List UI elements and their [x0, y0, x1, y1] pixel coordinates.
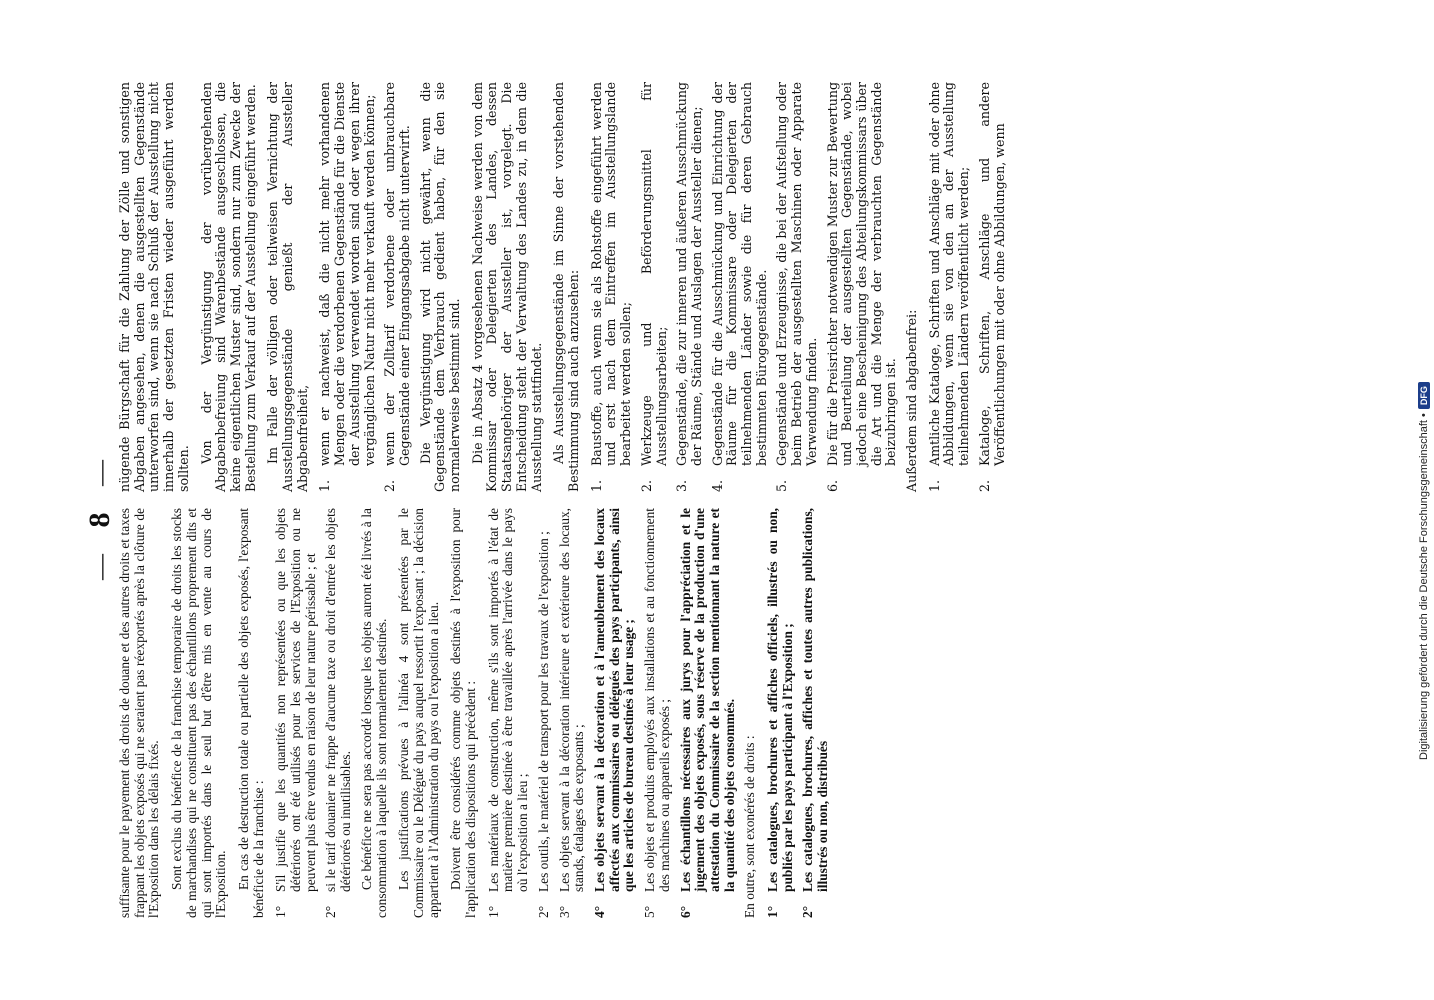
dfg-logo: DFG: [1418, 382, 1430, 409]
list-item: [679, 508, 738, 918]
paragraph: Doivent être considérés comme objets destinés à l'exposition pour l'application des dispositions qui précèdent :: [448, 508, 479, 918]
item-number: 1.: [317, 479, 333, 492]
paragraph: Außerdem sind abgabenfrei:: [904, 309, 920, 492]
list-item: [801, 508, 830, 918]
item-number: 4.: [709, 479, 725, 492]
item-text: Les catalogues, brochures, affiches et toutes autres publications, illustrés ou non, distribués: [800, 508, 831, 892]
item-text: Amtliche Kataloge, Schriften und Anschläge mit oder ohne Abbildungen, wenn sie von den an der Ausstellung teilnehmenden Ländern veröffentlicht werden;: [926, 82, 972, 466]
item-number: 3.: [674, 479, 690, 492]
item-text: Les objets servant à la décoration intérieure et extérieure des locaux, stands, étalages des exposants ;: [556, 508, 587, 892]
item-number: 1°: [485, 905, 501, 918]
list-item: [593, 508, 637, 918]
paragraph: Die in Absatz 4 vorgesehenen Nachweise werden von dem Kommissar oder Delegierten des Landes, dessen Staatsangehöriger der Aussteller ist, vorgelegt. Die Entscheidung steht der Verwaltung des Landes zu, in dem die Ausstellung stattfindet.: [469, 82, 544, 492]
item-number: 3°: [556, 905, 572, 918]
item-text: Les outils, le matériel de transport pour les travaux de l'exposition ;: [535, 531, 551, 892]
list-item: [978, 82, 1007, 492]
item-text: si le tarif douanier ne frappe d'aucune taxe ou droit d'entrée les objets détériorés ou inutilisables.: [323, 508, 354, 892]
credit-text: Digitalisierung gefördert durch die Deutsche Forschungsgemeinschaft •: [1418, 413, 1430, 760]
dash-right: —: [86, 458, 115, 486]
german-column: [118, 82, 1298, 492]
paragraph: Ce bénéfice ne sera pas accordé lorsque les objets auront été livrés à la consommation à laquelle ils sont normalement destinés.: [358, 508, 389, 918]
item-text: Les matériaux de construction, même s'ils sont importés à l'état de matière première destinée à être travaillée après l'arrivée dans le pays où l'exposition a lieu ;: [485, 508, 531, 892]
paragraph: Les justifications prévues à l'alinéa 4 sont présentées par le Commissaire ou le Délégué du pays auquel ressortit l'exposant ; la décision appartient à l'Administration du pays ou l'exposition a lieu.: [396, 508, 441, 918]
item-number: 1°: [273, 905, 289, 918]
digitization-credit: [1418, 0, 1430, 760]
item-text: Gegenstände und Erzeugnisse, die bei der Aufstellung oder beim Betrieb der ausgestellten Maschinen oder Apparate Verwendung finden.: [774, 82, 819, 466]
item-number: 2°: [535, 905, 551, 918]
paragraph: En outre, sont exonérés de droits :: [742, 735, 758, 918]
list-item: [643, 508, 672, 918]
paragraph: Von der Vergünstigung der vorübergehenden Abgabenbefreiung sind Warenbestände ausgeschlossen, die keine eigentlichen Muster sind, sondern nur zum Zwecke der Bestellung zum Verkauf auf der Ausstellung eingeführt werden.: [198, 82, 258, 492]
item-number: 1°: [765, 905, 781, 918]
list-item: [324, 508, 353, 918]
item-number: 2.: [638, 479, 654, 492]
paragraph: Die Vergünstigung wird nicht gewährt, wenn die Gegenstände dem Verbrauch gedient haben, für den sie normalerweise bestimmt sind.: [417, 82, 463, 492]
item-text: Les objets servant à la décoration et à l'ameublement des locaux affectés aux commissaires ou délégués des pays participants, ainsi que les articles de bureau destinés à leur usage ;: [591, 508, 637, 892]
item-text: Les échantillons nécessaires aux jurys pour l'appréciation et le jugement des objets exposés, sous réserve de la production d'une attestation du Commissaire de la section mentionnant la nature et la quantité des objets consommés.: [677, 508, 737, 892]
list-item: [558, 508, 587, 918]
french-column: [118, 508, 1298, 918]
paragraph: En cas de destruction totale ou partielle des objets exposés, l'exposant bénéficie de la franchise :: [235, 508, 266, 918]
paragraph: nügende Bürgschaft für die Zahlung der Zölle und sonstigen Abgaben angesehen, denen die ausgestellten Gegenstände unterworfen sind, wenn sie nach Schluß der Ausstellung nicht innerhalb der gesetzten Fristen wieder ausgeführt werden sollten.: [117, 82, 191, 492]
item-number: 4°: [591, 905, 607, 918]
list-item: [487, 508, 531, 918]
item-text: Baustoffe, auch wenn sie als Rohstoffe eingeführt werden und erst nach dem Eintreffen im Ausstellungslande bearbeitet werden sollen;: [588, 82, 634, 466]
list-item: [711, 82, 770, 492]
item-number: 5.: [774, 479, 790, 492]
item-text: Les catalogues, brochures et affiches officiels, illustrés ou non, publiés par les pays participant à l'Exposition ;: [765, 508, 795, 892]
list-item: [766, 508, 795, 918]
item-number: 1.: [588, 479, 604, 492]
list-item: [318, 82, 377, 492]
item-text: Die für die Preisrichter notwendigen Muster zur Bewertung und Beurteilung der ausgestellten Gegenstände, wobei jedoch eine Bescheinigung des Abteilungskommissars über die Art und die Menge der verbrauchten Gegenstände beizubringen ist.: [824, 81, 899, 466]
item-text: wenn er nachweist, daß die nicht mehr vorhandenen Mengen oder die verdorbenen Gegenstände für die Dienste der Ausstellung verwendet worden sind oder wegen ihrer vergänglichen Natur nicht mehr verkauft werden können;: [317, 82, 377, 466]
list-item: [590, 82, 634, 492]
item-text: Gegenstände, die zur inneren und äußeren Ausschmückung der Räume, Stände und Auslagen der Aussteller dienen;: [674, 82, 704, 466]
item-text: Kataloge, Schriften, Anschläge und andere Veröffentlichungen mit oder ohne Abbildungen, wenn: [976, 82, 1007, 466]
item-text: Les objets et produits employés aux installations et au fonctionnement des machines ou appareils exposés ;: [642, 508, 672, 892]
item-number: 6.: [824, 479, 840, 492]
item-number: 6°: [677, 905, 693, 918]
paragraph: Sont exclus du bénéfice de la franchise temporaire de droits les stocks de marchandises qui ne constituent pas des échantillons proprement dits et qui sont importés dans le seul but d'être mis en vente au cours de l'Exposition.: [169, 508, 229, 918]
paragraph: suffisante pour le payement des droits de douane et des autres droits et taxes frappant les objets exposés qui ne seraient pas réexportés après la clôture de l'Exposition dans les délais fixés.: [117, 508, 162, 918]
paragraph: Als Ausstellungsgegenstände im Sinne der vorstehenden Bestimmung sind auch anzusehen:: [551, 82, 581, 492]
item-text: Gegenstände für die Ausschmückung und Einrichtung der Räume für die Kommissare oder Delegierten der teilnehmenden Länder sowie die für deren Gebrauch bestimmten Bürogegenstände.: [709, 82, 769, 466]
item-number: 1.: [926, 479, 942, 492]
page-number: 8: [83, 510, 116, 528]
item-number: 5°: [642, 905, 658, 918]
item-text: Werkzeuge und Beförderungsmittel für Ausstellungsarbeiten;: [638, 82, 669, 466]
list-item: [383, 82, 412, 492]
item-text: wenn der Zolltarif verdorbene oder unbrauchbare Gegenstände einer Eingangsabgabe nicht unterwirft.: [382, 82, 412, 466]
list-item: [826, 82, 900, 492]
item-text: S'il justifie que les quantités non représentées ou que les objets détériorés ont été utilisés pour les services de l'Exposition ou ne peuvent plus être vendus en raison de leur nature périssable ; et: [273, 508, 318, 892]
dash-left: —: [86, 552, 115, 580]
list-item: [928, 82, 972, 492]
list-item: [675, 82, 704, 492]
paragraph: Im Falle der völligen oder teilweisen Vernichtung der Ausstellungsgegenstände genießt der Aussteller Abgabenfreiheit,: [265, 82, 310, 492]
list-item: [274, 508, 318, 918]
list-item: [640, 82, 669, 492]
list-item: [775, 82, 819, 492]
item-number: 2.: [382, 479, 398, 492]
item-number: 2°: [323, 905, 339, 918]
item-number: 2°: [800, 905, 816, 918]
item-number: 2.: [976, 479, 992, 492]
page-header: [83, 410, 117, 580]
list-item: [537, 508, 552, 918]
